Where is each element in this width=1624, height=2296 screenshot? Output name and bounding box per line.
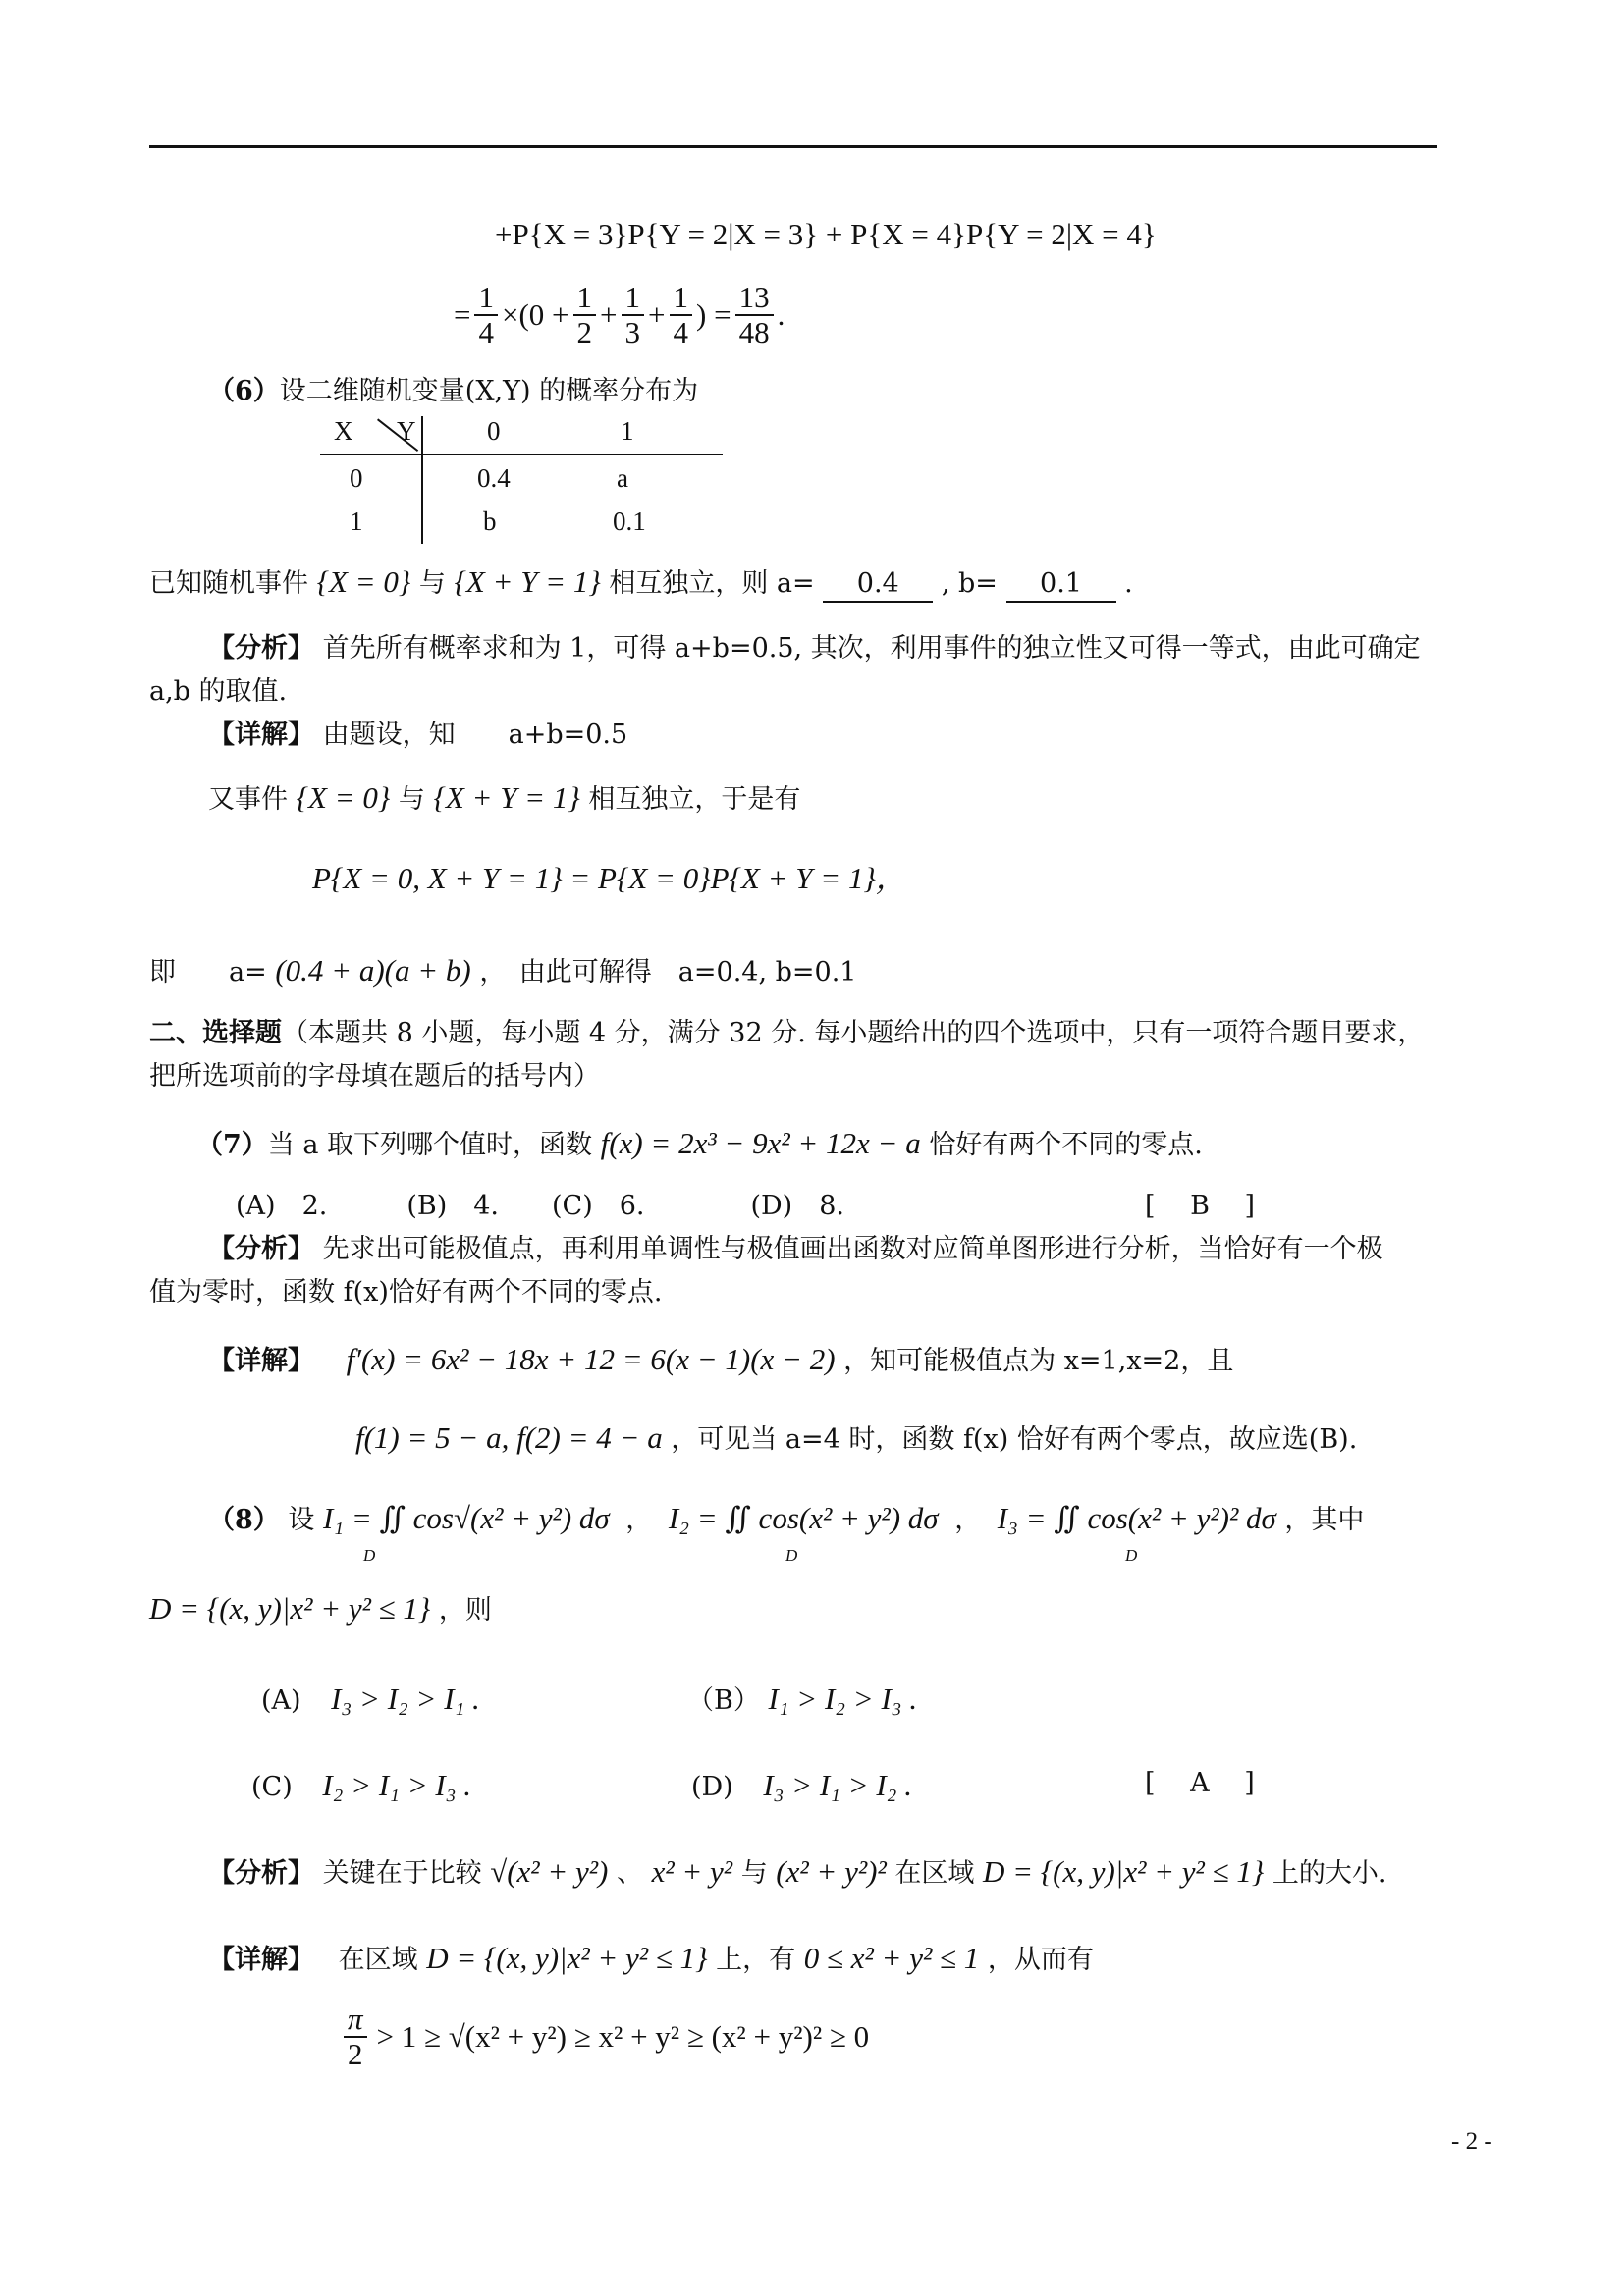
q8-option-b: （B） I₁ > I₂ > I₃ . [687, 1682, 918, 1716]
q6-detail-conclusion: 即 a= (0.4 + a)(a + b) ， 由此可解得 a=0.4, b=0.1 [149, 953, 857, 988]
q8-option-c: (C) I₂ > I₁ > I₃ . [251, 1768, 471, 1802]
table-corner-x: X [334, 416, 353, 446]
q6-detail-line-2: 又事件 {X = 0} 与 {X + Y = 1} 相互独立，于是有 [208, 780, 801, 815]
q6-text: 设二维随机变量(X,Y) 的概率分布为 [279, 376, 699, 406]
q7-question: （7）当 a 取下列哪个值时，函数 f(x) = 2x³ − 9x² + 12x − a 恰好有两个不同的零点. [196, 1126, 1203, 1160]
table-cell: 0.1 [613, 507, 646, 536]
q6-header [208, 375, 698, 408]
q6-detail-line-1: 【详解】 由题设，知 a+b=0.5 [208, 720, 628, 750]
section-title: 二、选择题 [149, 1018, 282, 1048]
table-cell: b [483, 507, 497, 536]
detail-tag: 【详解】 [208, 720, 314, 750]
answer-blank-b: 0.1 [1006, 567, 1116, 603]
q7-analysis-line-2: 值为零时，函数 f(x)恰好有两个不同的零点. [149, 1277, 663, 1308]
integral-i2: I₂ = ∬ cos(x² + y²) dσ [668, 1501, 939, 1535]
q8-answer: [ A ] [1145, 1768, 1255, 1798]
q6-analysis-line-2: a,b 的取值. [149, 676, 288, 707]
fraction-pi-over-2: $\frac{\pi}{2}$ [344, 2002, 367, 2071]
integral-region-label-1: D [363, 1546, 376, 1565]
fraction-1-3: $\frac{1}{3}$ [622, 281, 645, 349]
table-col-header: 0 [487, 416, 501, 446]
fraction-1-2: $\frac{1}{2}$ [573, 281, 597, 349]
q7-options: (A) 2. (B) 4. (C) 6. (D) 8. [236, 1191, 844, 1221]
integral-region-label-2: D [785, 1546, 798, 1565]
q7-detail-line-2: f(1) = 5 − a, f(2) = 4 − a ，可见当 a=4 时，函数 f(x) 恰好有两个零点，故应选(B). [355, 1420, 1358, 1455]
q8-detail: 【详解】 在区域 D = {(x, y)|x² + y² ≤ 1} 上，有 0 ≤ x² + y² ≤ 1 ，从而有 [208, 1941, 1094, 1975]
table-row-header: 0 [350, 463, 363, 493]
integral-region-label-3: D [1125, 1546, 1138, 1565]
table-cell: a [617, 463, 628, 493]
q7-answer: [ B ] [1145, 1191, 1256, 1221]
table-cell: 0.4 [477, 463, 511, 493]
q8-question: （8） 设 I₁ = ∬ cos√(x² + y²) dσ ， I₂ = ∬ cos(x² + y²) dσ ， I₃ = ∬ cos(x² + y²)² dσ ，其中 [208, 1501, 1365, 1535]
q8-option-d: (D) I₃ > I₁ > I₂ . [691, 1768, 912, 1802]
page-number: - 2 - [1451, 2128, 1492, 2155]
probability-table [320, 410, 723, 548]
q7-detail-line-1: 【详解】 f′(x) = 6x² − 18x + 12 = 6(x − 1)(x − 2) ，知可能极值点为 x=1,x=2，且 [208, 1342, 1234, 1376]
fraction-13-48: $\frac{13}{48}$ [735, 281, 774, 349]
table-col-header: 1 [621, 416, 634, 446]
continuation-line-1: +P{X = 3}P{Y = 2|X = 3} + P{X = 4}P{Y = 2|X = 4} [495, 217, 1157, 251]
continuation-line-2: = $\frac{1}{4}$ ×(0 + $\frac{1}{2}$ + $\frac{1}{3}$ + $\frac{1}{4}$ ) = $\frac{13}{48}$ . [454, 280, 785, 350]
integral-i1: I₁ = ∬ cos√(x² + y²) dσ [322, 1501, 610, 1535]
q8-option-a: (A) I₃ > I₂ > I₁ . [261, 1682, 480, 1716]
fraction-1-4b: $\frac{1}{4}$ [670, 281, 693, 349]
q8-final-inequality: $\frac{\pi}{2}$ > 1 ≥ √(x² + y²) ≥ x² + y² ≥ (x² + y²)² ≥ 0 [340, 2002, 869, 2071]
answer-blank-a: 0.4 [823, 567, 933, 603]
section-2-heading: 二、选择题（本题共 8 小题，每小题 4 分，满分 32 分. 每小题给出的四个选项中，只有一项符合题目要求， [149, 1018, 1425, 1048]
q8-domain: D = {(x, y)|x² + y² ≤ 1} ，则 [149, 1591, 492, 1626]
q6-question: 已知随机事件 {X = 0} 与 {X + Y = 1} 相互独立，则 a= 0.4 , b= 0.1 . [149, 563, 1133, 603]
header-rule [149, 145, 1437, 148]
table-row-header: 1 [350, 507, 363, 536]
analysis-tag: 【分析】 [208, 633, 314, 664]
q7-analysis-line-1: 【分析】 先求出可能极值点，再利用单调性与极值画出函数对应简单图形进行分析，当恰好有一个极 [208, 1234, 1383, 1264]
q8-analysis: 【分析】 关键在于比较 √(x² + y²) 、 x² + y² 与 (x² + y²)² 在区域 D = {(x, y)|x² + y² ≤ 1} 上的大小. [208, 1854, 1387, 1889]
q6-detail-equation: P{X = 0, X + Y = 1} = P{X = 0}P{X + Y = 1}， [312, 861, 906, 895]
q6-label: （6） [208, 376, 280, 406]
integral-i3: I₃ = ∬ cos(x² + y²)² dσ [997, 1501, 1276, 1535]
table-corner-y: Y [397, 416, 416, 446]
fraction-1-4: $\frac{1}{4}$ [474, 281, 498, 349]
q6-analysis-line-1: 【分析】 首先所有概率求和为 1，可得 a+b=0.5, 其次，利用事件的独立性又可得一等式，由此可确定 [208, 633, 1421, 664]
section-2-desc-line-2: 把所选项前的字母填在题后的括号内） [149, 1061, 600, 1092]
